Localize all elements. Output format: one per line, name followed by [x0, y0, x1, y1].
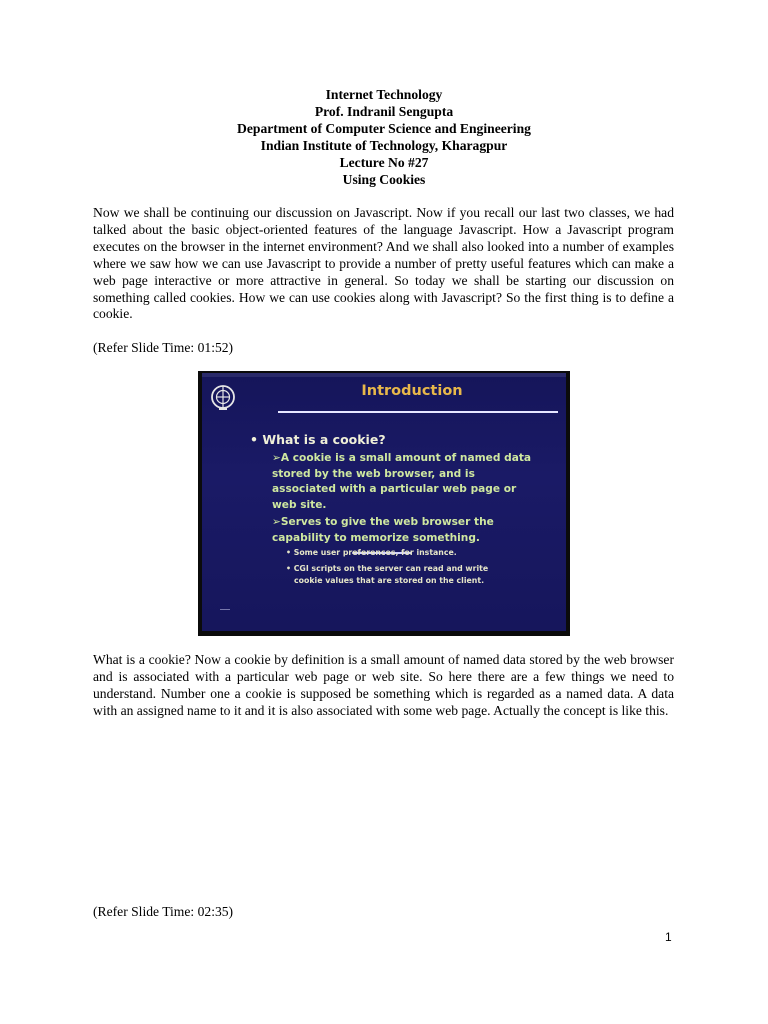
paragraph-intro: Now we shall be continuing our discussion on Javascript. Now if you recall our last two classes, we had talked about the basic object-oriented features of the language Javascript. How a Javascript program executes on the browser in the internet environment? And we shall also looked into a number of examples where we saw how we can use Javascript to provide a number of pretty useful features which can make a web page interactive or more attractive in general. So today we shall be starting our discussion on something called cookies. How we can use cookies along with Javascript? So the first thing is to define a cookie. — [93, 205, 674, 322]
slide-top-strip — [202, 373, 566, 377]
document-header — [0, 86, 768, 188]
slide-background — [202, 373, 566, 631]
department-name: Department of Computer Science and Engineering — [237, 121, 531, 136]
slide-sub-line1: • Some user preferences, for instance. — [286, 548, 457, 557]
lecture-topic: Using Cookies — [342, 172, 426, 187]
lecture-slide-image — [198, 371, 570, 636]
professor-name: Prof. Indranil Sengupta — [314, 104, 454, 119]
refer-slide-time-2: (Refer Slide Time: 02:35) — [93, 904, 234, 919]
slide-bullet-what-is-cookie: • What is a cookie? — [250, 432, 386, 447]
slide-point1-line4: web site. — [272, 498, 327, 511]
slide-point1-line1: ➢A cookie is a small amount of named data — [272, 452, 532, 464]
slide-sub-line2: • CGI scripts on the server can read and write — [286, 564, 489, 573]
page-number: 1 — [665, 930, 672, 944]
lecture-number: Lecture No #27 — [339, 155, 429, 170]
slide-point2-line2: capability to memorize something. — [272, 531, 480, 544]
paragraph-cookie-definition: What is a cookie? Now a cookie by definition is a small amount of named data stored by the web browser and is associated with a particular web page or web site. So here there are a few things we need to understand. Number one a cookie is supposed be something which is regarded as a named data. A data with an assigned name to it and it is also associated with some web page. Actually the concept is like this. — [93, 652, 674, 718]
iit-logo-icon — [210, 382, 236, 412]
institute-name: Indian Institute of Technology, Kharagpur — [260, 138, 508, 153]
slide-title: Introduction — [361, 383, 463, 399]
slide-footer-mark — [220, 609, 230, 610]
refer-slide-time-1: (Refer Slide Time: 01:52) — [93, 340, 234, 355]
slide-point1-line2: stored by the web browser, and is — [272, 467, 475, 480]
slide-point2-line1: ➢Serves to give the web browser the — [272, 516, 494, 528]
slide-sub-line3: cookie values that are stored on the client. — [294, 576, 485, 585]
slide-title-rule — [278, 411, 558, 413]
course-title: Internet Technology — [325, 87, 443, 102]
slide-point1-line3: associated with a particular web page or — [272, 483, 517, 495]
